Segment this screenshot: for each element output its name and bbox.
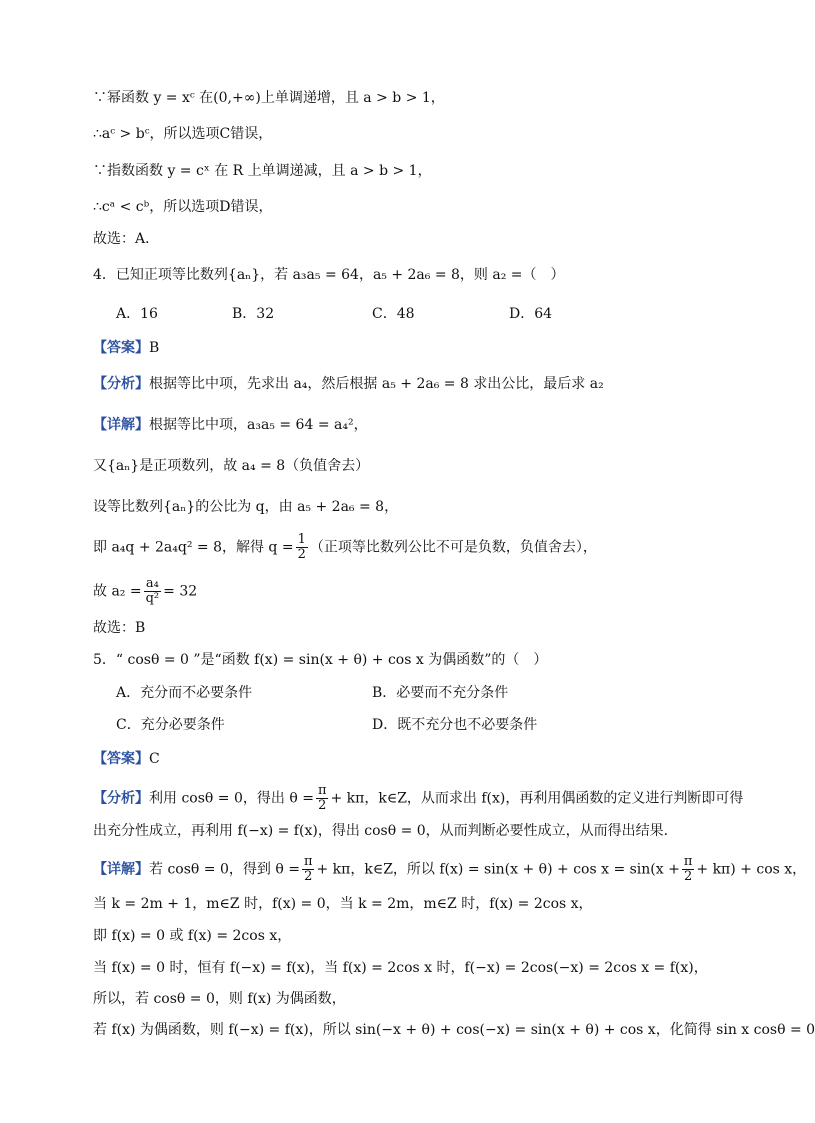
q4-option-d: D．64 [509,306,553,322]
q4-fraction-a2 [144,577,162,606]
q4-option-b: B．32 [232,306,275,322]
fraction-numerator: a₄ [144,577,162,592]
q5-detail-2: 当 k = 2m + 1，m∈Z 时，f(x) = 0，当 k = 2m，m∈Z 时，f(x) = 2cos x， [93,896,593,912]
q5-analysis-1-pre: 利用 cosθ = 0，得出 θ = [149,790,314,807]
q5-detail-3: 即 f(x) = 0 或 f(x) = 2cos x， [93,928,292,944]
q5-option-d: D．既不充分也不必要条件 [372,717,538,733]
fraction-numerator: 1 [297,532,306,547]
q5-analysis-fraction [316,784,329,813]
q4-detail-1-text: 根据等比中项，a₃a₅ = 64 = a₄²， [149,417,368,433]
q4-answer [93,338,159,358]
q5-detail-1-a: 若 cosθ = 0，得到 θ = [149,861,300,878]
q5-detail-fraction-2 [682,855,695,884]
solution-line-4: ∴cᵃ < cᵇ，所以选项D错误， [93,199,273,215]
q4-detail-1 [93,415,368,435]
q4-detail-4 [93,533,597,562]
q4-answer-value: B [149,340,160,356]
q4-analysis-text: 根据等比中项，先求出 a₄，然后根据 a₅ + 2a₆ = 8 求出公比，最后求 a₂ [149,376,604,392]
q5-analysis-1 [93,784,743,813]
detail-tag: 【详解】 [93,861,149,878]
q5-answer-value: C [149,751,160,767]
q4-analysis [93,374,604,394]
answer-tag: 【答案】 [93,751,149,767]
q5-answer [93,749,160,769]
solution-line-1: ∵幂函数 y = xᶜ 在(0,+∞)上单调递增，且 a > b > 1， [93,90,445,106]
analysis-tag: 【分析】 [93,790,149,807]
q5-detail-4: 当 f(x) = 0 时，恒有 f(−x) = f(x)，当 f(x) = 2cos x 时，f(−x) = 2cos(−x) = 2cos x = f(x)， [93,960,708,976]
q5-stem: 5．“ cosθ = 0 ”是“函数 f(x) = sin(x + θ) + cos x 为偶函数”的（ ） [93,652,548,668]
q5-detail-6: 若 f(x) 为偶函数，则 f(−x) = f(x)，所以 sin(−x + θ) + cos(−x) = sin(x + θ) + cos x，化简得 sin x cosθ = 0 [93,1022,815,1038]
q5-detail-1-b: + kπ，k∈Z，所以 f(x) = sin(x + θ) + cos x = sin(x + [316,861,680,878]
q4-detail-5 [93,577,197,606]
q5-option-a: A．充分而不必要条件 [116,685,253,701]
q5-option-c: C．充分必要条件 [116,717,225,733]
q4-fraction-q [296,533,308,562]
q4-detail-3: 设等比数列{aₙ}的公比为 q，由 a₅ + 2a₆ = 8， [93,499,399,515]
fraction-denominator: 2 [297,547,306,562]
q4-conclusion: 故选：B [93,620,146,636]
q4-detail-5-pre: 故 a₂ = [93,583,142,600]
q4-detail-5-post: = 32 [163,583,198,600]
fraction-denominator: 2 [304,869,313,884]
q5-detail-1-c: + kπ) + cos x， [696,861,807,878]
fraction-numerator: π [683,854,693,869]
q4-stem: 4．已知正项等比数列{aₙ}，若 a₃a₅ = 64，a₅ + 2a₆ = 8，则 a₂ =（ ） [93,267,565,283]
q4-detail-4-pre: 即 a₄q + 2a₄q² = 8，解得 q = [93,539,294,556]
q4-detail-2: 又{aₙ}是正项数列，故 a₄ = 8（负值舍去） [93,458,370,474]
q5-analysis-2: 出充分性成立，再利用 f(−x) = f(x)，得出 cosθ = 0，从而判断必要性成立，从而得出结果. [93,823,669,839]
q5-detail-1 [93,855,806,884]
answer-tag: 【答案】 [93,340,149,356]
fraction-denominator: 2 [318,798,327,813]
analysis-tag: 【分析】 [93,376,149,392]
q5-detail-5: 所以，若 cosθ = 0，则 f(x) 为偶函数， [93,991,346,1007]
detail-tag: 【详解】 [93,417,149,433]
q5-detail-fraction-1 [302,855,315,884]
fraction-denominator: q² [145,591,160,606]
fraction-denominator: 2 [683,869,693,884]
solution-line-5: 故选：A． [93,231,160,247]
fraction-numerator: π [303,854,313,869]
q4-detail-4-post: （正项等比数列公比不可是负数，负值舍去）， [309,539,597,556]
solution-line-2: ∴aᶜ > bᶜ，所以选项C错误， [93,126,273,142]
q4-option-a: A．16 [116,306,158,322]
q4-option-c: C．48 [372,306,415,322]
solution-line-3: ∵指数函数 y = cˣ 在 R 上单调递减，且 a > b > 1， [93,163,432,179]
fraction-numerator: π [317,783,327,798]
q5-option-b: B．必要而不充分条件 [372,685,509,701]
q5-analysis-1-post: + kπ，k∈Z，从而求出 f(x)，再利用偶函数的定义进行判断即可得 [330,790,744,807]
